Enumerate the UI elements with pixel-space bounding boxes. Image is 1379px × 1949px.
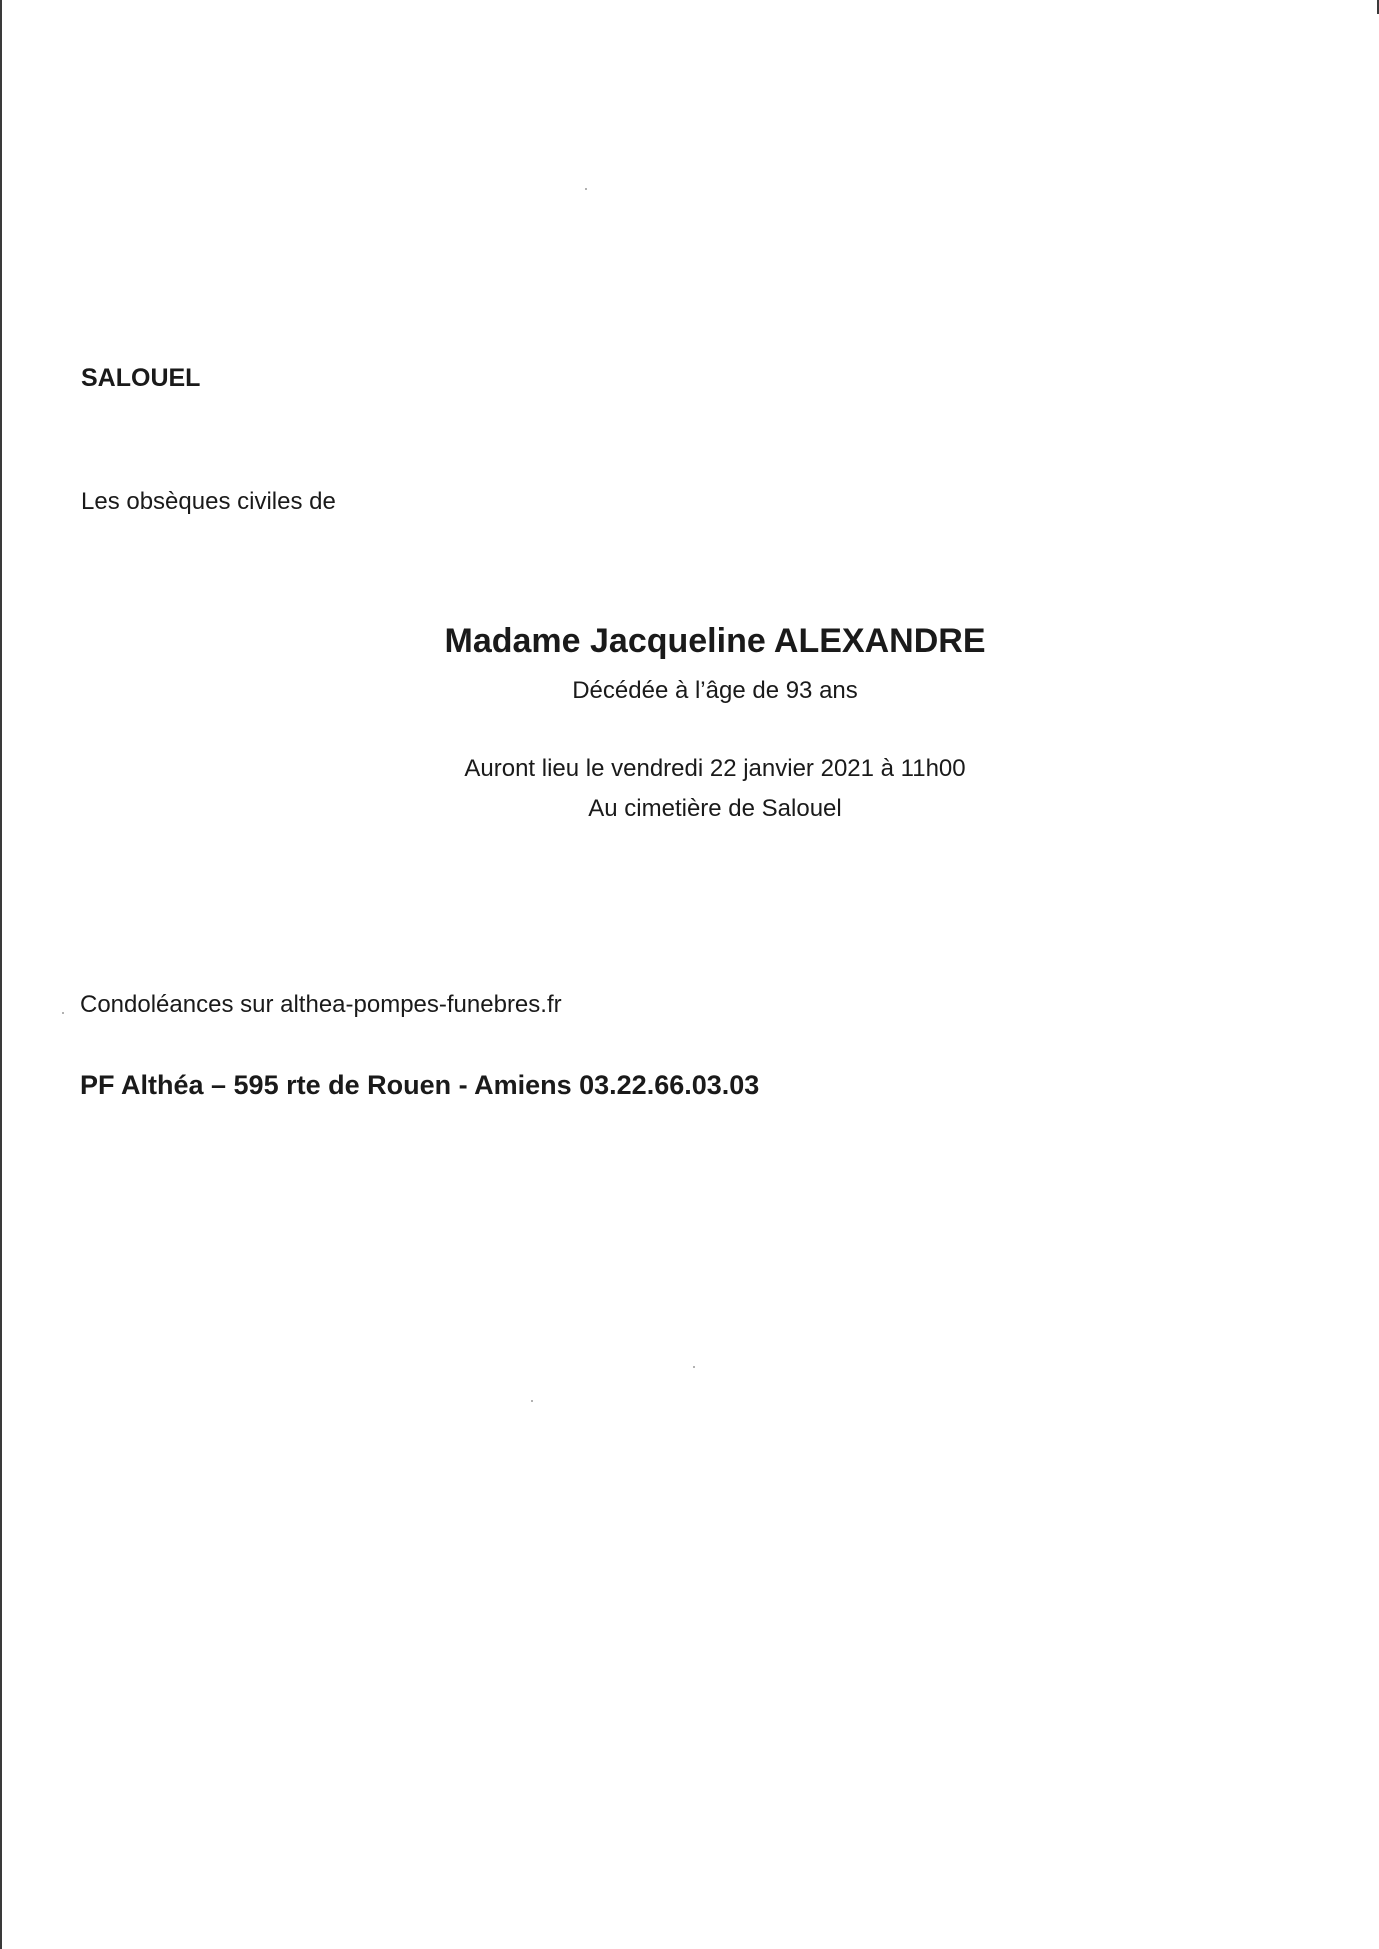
scan-speck <box>585 188 587 190</box>
town-heading: SALOUEL <box>81 364 201 392</box>
scan-speck <box>693 1366 695 1368</box>
age-line: Décédée à l’âge de 93 ans <box>572 677 858 704</box>
condolences-text: Condoléances sur althea-pompes-funebres.fr <box>80 991 562 1018</box>
place-line: Au cimetière de Salouel <box>588 795 842 822</box>
scan-edge-left <box>0 0 2 1949</box>
intro-text: Les obsèques civiles de <box>81 488 336 515</box>
scan-speck <box>62 1012 64 1014</box>
scan-speck <box>531 1400 533 1402</box>
contact-line: PF Althéa – 595 rte de Rouen - Amiens 03.22.66.03.03 <box>80 1070 760 1100</box>
deceased-name: Madame Jacqueline ALEXANDRE <box>444 622 986 660</box>
date-line: Auront lieu le vendredi 22 janvier 2021 à 11h00 <box>464 755 966 782</box>
